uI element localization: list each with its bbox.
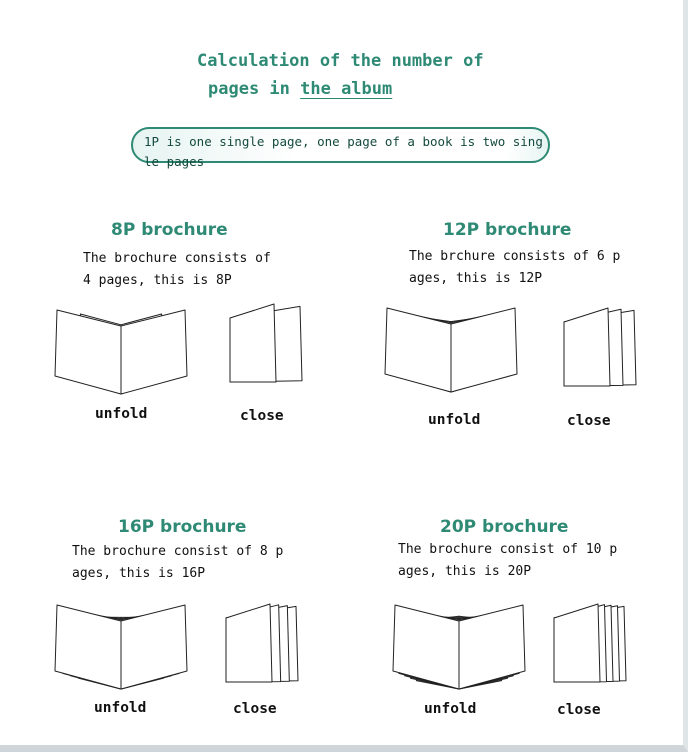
- section-16p-close-figure: [220, 590, 302, 688]
- definition-note-text: 1P is one single page, one page of a book is two single pages: [144, 134, 543, 169]
- section-8p-heading: 8P brochure: [111, 220, 228, 240]
- section-12p-heading: 12P brochure: [443, 220, 572, 240]
- open-book-illustration-8p: [52, 298, 190, 398]
- closed-book-sheet: [230, 304, 276, 382]
- closed-book-sheet: [226, 604, 272, 682]
- closed-book-sheet: [564, 308, 610, 386]
- section-8p-unfold-figure: [52, 298, 190, 398]
- title-line-2-prefix: pages in: [208, 79, 301, 99]
- title-line-2-underlined: the album: [300, 79, 393, 99]
- closed-book-illustration-12p: [558, 294, 640, 392]
- section-20p-unfold-label: unfold: [424, 701, 477, 717]
- open-book-illustration-20p: [390, 593, 528, 693]
- section-8p-unfold-label: unfold: [95, 406, 148, 422]
- title-line-1: Calculation of the number of: [197, 51, 484, 71]
- section-12p-description: The brchure consists of 6 pages, this is 12P: [409, 249, 621, 286]
- section-12p-unfold-figure: [382, 296, 520, 396]
- closed-book-sheet: [554, 604, 600, 682]
- page-title: [197, 47, 517, 103]
- open-book-illustration-12p: [382, 296, 520, 396]
- section-8p-description: The brochure consists of 4 pages, this is 8P: [83, 251, 271, 288]
- section-8p-close-figure: [224, 290, 306, 388]
- section-12p-close-figure: [558, 294, 640, 392]
- section-16p-heading: 16P brochure: [118, 517, 247, 537]
- closed-book-illustration-16p: [220, 590, 302, 688]
- section-16p-unfold-figure: [52, 593, 190, 693]
- section-16p-close-label: close: [233, 701, 277, 717]
- section-20p-close-figure: [548, 590, 630, 688]
- definition-note: [131, 127, 550, 169]
- closed-book-illustration-20p: [548, 590, 630, 688]
- section-20p-close-label: close: [557, 702, 601, 718]
- section-16p-unfold-label: unfold: [94, 700, 147, 716]
- title-line-2: [197, 75, 517, 103]
- section-8p-close-label: close: [240, 408, 284, 424]
- section-20p-unfold-figure: [390, 593, 528, 693]
- section-16p-description: The brochure consist of 8 pages, this is 16P: [72, 544, 284, 581]
- section-12p-close-label: close: [567, 413, 611, 429]
- section-12p-unfold-label: unfold: [428, 412, 481, 428]
- section-20p-heading: 20P brochure: [440, 517, 569, 537]
- section-20p-description: The brochure consist of 10 pages, this is 20P: [398, 542, 618, 579]
- open-book-illustration-16p: [52, 593, 190, 693]
- closed-book-illustration-8p: [224, 290, 306, 388]
